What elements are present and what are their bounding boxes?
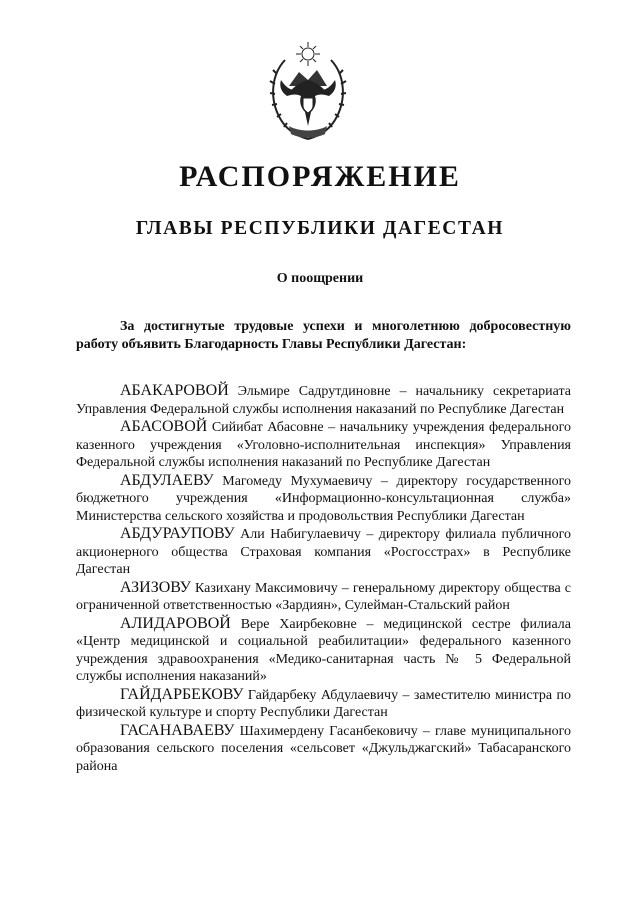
awardee-surname: АБАСОВОЙ [120, 418, 208, 435]
awardee-details: Али Набигулаевичу – директору филиала публичного акционерного общества Страховая компания «Росгосстрах» в Республике Дагестан [76, 527, 571, 577]
award-entry [76, 722, 571, 776]
document-subject: О поощрении [276, 271, 364, 286]
awardee-surname: ГАСАНАВАЕВУ [120, 721, 235, 739]
awardee-details: Гайдарбеку Абдулаевичу – заместителю министра по физической культуре и спорту Республики Дагестан [76, 687, 571, 720]
awardee-surname: АБДУРАУПОВУ [120, 525, 235, 542]
award-entry [76, 686, 571, 722]
document-title: РАСПОРЯЖЕНИЕ [179, 160, 461, 193]
awardee-details: Магомеду Мухумаевичу – директору государственного бюджетного учреждения «Информационно-консультационная служба» Министерства сельского хозяйства и продовольствия Республики Дагестан [76, 473, 571, 524]
award-entry [76, 525, 571, 579]
awardee-surname: АБАКАРОВОЙ [120, 382, 229, 399]
awardee-surname: ГАЙДАРБЕКОВУ [120, 685, 244, 703]
awardee-surname: АБДУЛАЕВУ [120, 471, 214, 489]
document-issuer: ГЛАВЫ РЕСПУБЛИКИ ДАГЕСТАН [135, 218, 505, 239]
award-entry [76, 418, 571, 472]
awardee-details: Вере Хаирбековне – медицинской сестре филиала «Центр медицинской и социальной реабилитации» федерального казенного учреждения здравоохранения «Медико-санитарная часть № 5 Федеральной службы исполнения наказаний» [76, 616, 571, 684]
coat-of-arms-icon [263, 40, 353, 146]
preamble-text: За достигнутые трудовые успехи и многолетнюю добросовестную работу объявить Благодарность Главы Республики Дагестан: [76, 319, 571, 352]
awardee-surname: АЛИДАРОВОЙ [120, 614, 231, 632]
awardee-surname: АЗИЗОВУ [120, 578, 191, 596]
awardee-details: Казихану Максимовичу – генеральному директору общества с ограниченной ответственностью «Зардиян», Сулейман-Стальский район [76, 580, 571, 613]
awardee-details: Эльмире Садрутдиновне – начальнику секретариата Управления Федеральной службы исполнения наказаний по Республике Дагестан [76, 384, 571, 417]
awards-list [76, 382, 571, 775]
awardee-details: Шахимердену Гасанбековичу – главе муниципального образования сельского поселения «сельсовет «Джульджагский» Табасаранского района [76, 723, 571, 774]
award-entry [76, 382, 571, 418]
award-entry [76, 615, 571, 686]
preamble-paragraph [76, 318, 571, 353]
award-entry [76, 579, 571, 615]
award-entry [76, 472, 571, 526]
awardee-details: Сийибат Абасовне – начальнику учреждения федерального казенного учреждения «Уголовно-исполнительная инспекция» Управления Федеральной службы исполнения наказаний по Республике Дагестан [76, 420, 571, 470]
